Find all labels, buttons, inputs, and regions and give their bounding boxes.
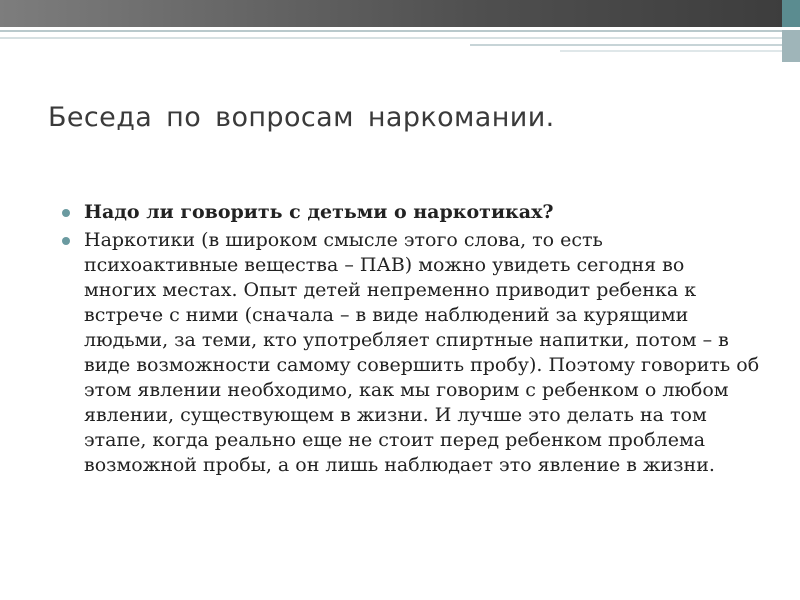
top-decor-band [0,0,800,27]
bullet-icon [62,209,70,217]
bullet-text: Надо ли говорить с детьми о наркотиках? [84,201,554,223]
list-item [62,228,762,478]
list-item [62,200,762,225]
bullet-icon [62,237,70,245]
decor-stripe [782,30,800,62]
decor-stripe [0,37,800,39]
decor-stripe [470,44,800,46]
decor-stripe [560,50,800,52]
corner-accent-block [782,0,800,27]
bullet-text: Наркотики (в широком смысле этого слова, то есть психоактивные вещества – ПАВ) можно увидеть сегодня во многих местах. Опыт детей непременно приводит ребенка к встрече с ними (сначала – в виде наблюдений за курящими людьми, за теми, кто употребляет спиртные напитки, потом – в виде возможности самому совершить пробу). Поэтому говорить об этом явлении необходимо, как мы говорим с ребенком о любом явлении, существующем в жизни. И лучше это делать на том этапе, когда реально еще не стоит перед ребенком проблема возможной пробы, а он лишь наблюдает это явление в жизни. [84,229,760,476]
decor-stripe [0,30,800,32]
slide-title: Беседа по вопросам наркомании. [48,102,555,133]
bullet-list [62,200,762,478]
